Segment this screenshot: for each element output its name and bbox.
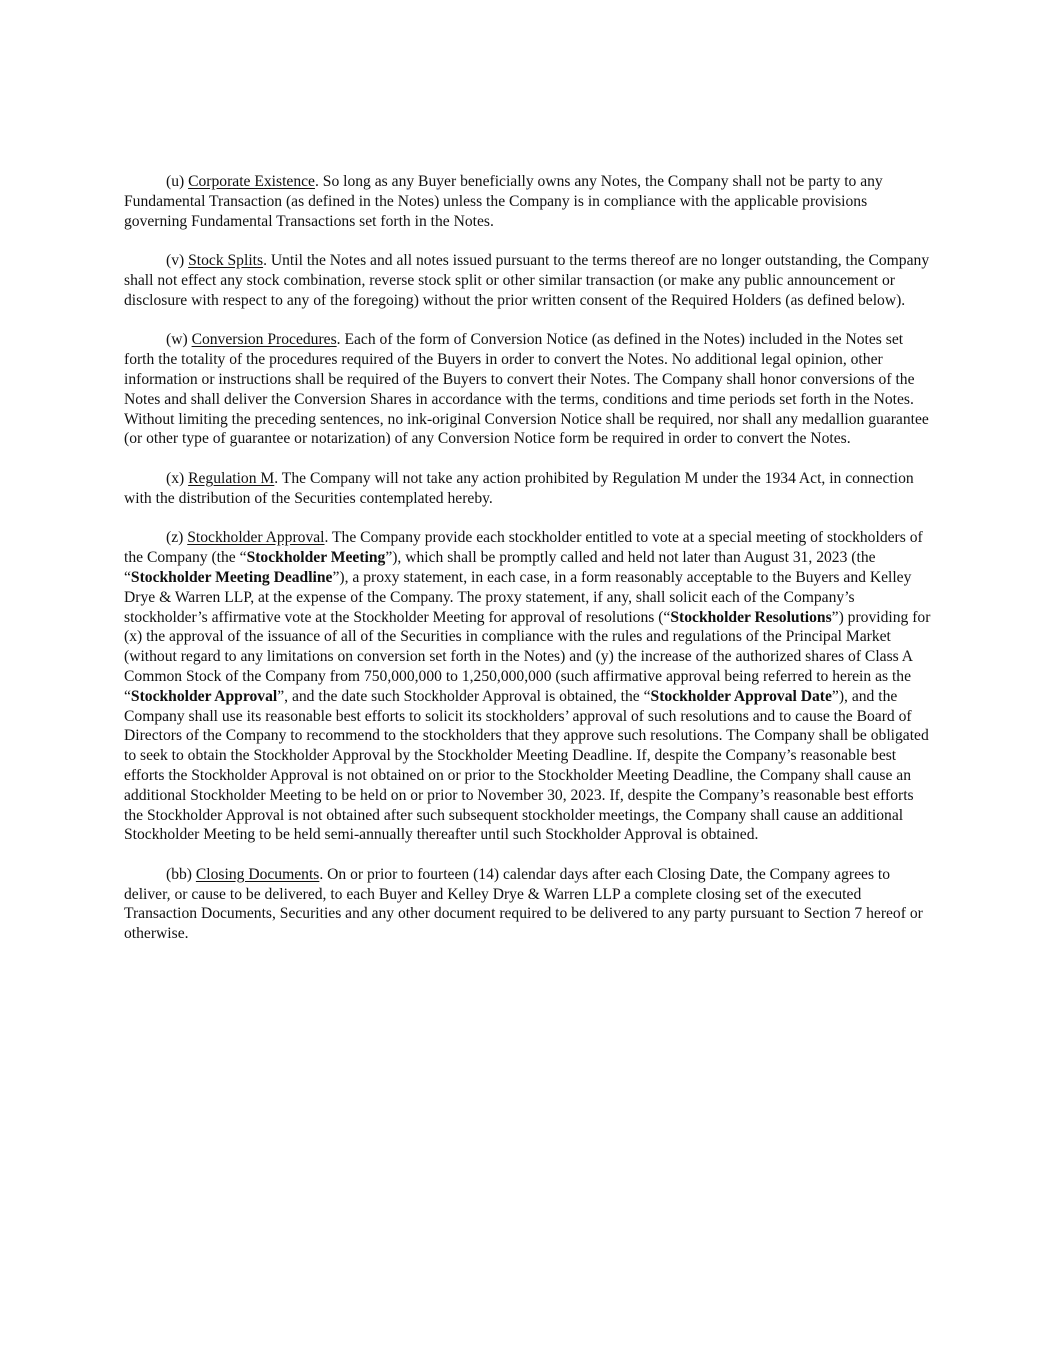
section-w — [124, 330, 932, 449]
defined-term: Stockholder Resolutions — [670, 608, 832, 626]
section-label: (z) — [166, 529, 184, 547]
section-body: . So long as any Buyer beneficially owns any Notes, the Company shall not be party to any Fundamental Transaction (as defined in the Notes) unless the Company is in compliance with the applicable provisions governing Fundamental Transactions set forth in the Notes. — [124, 173, 883, 230]
section-body: . On or prior to fourteen (14) calendar days after each Closing Date, the Company agrees to deliver, or cause to be delivered, to each Buyer and Kelley Drye & Warren LLP a complete closing set of the executed Transaction Documents, Securities and any other document required to be delivered to any party pursuant to Section 7 hereof or otherwise. — [124, 865, 923, 943]
section-title: Regulation M — [188, 469, 275, 487]
defined-term: Stockholder Approval — [130, 687, 278, 705]
defined-term: Stockholder Meeting — [246, 549, 386, 567]
section-u — [124, 172, 932, 231]
defined-term: Stockholder Approval Date — [650, 687, 832, 705]
section-title: Corporate Existence — [188, 173, 315, 190]
section-label: (u) — [166, 173, 185, 190]
section-title: Closing Documents — [195, 865, 320, 883]
section-body: . Each of the form of Conversion Notice (as defined in the Notes) included in the Notes set forth the totality of the procedures required of the Buyers in order to convert the Notes. No additional legal opinion, other information or instructions shall be required of the Buyers to convert their Notes. The Company shall honor conversions of the Notes and shall deliver the Conversion Shares in accordance with the terms, conditions and time periods set forth in the Notes. Without limiting the preceding sentences, no ink-original Conversion Notice shall be required, nor shall any medallion guarantee (or other type of guarantee or notarization) of any Conversion Notice form be required in order to convert the Notes. — [124, 331, 929, 448]
section-body-text: ”) providing for (x) the approval of the issuance of all of the Securities in compliance with the rules and regulations of the Principal Market (without regard to any limitations on conversion set forth in the Notes) and (y) the increase of the authorized shares of Class A Common Stock of the Company from 750,000,000 to 1,250,000,000 (such affirmative approval being referred to herein as the “ — [124, 608, 931, 705]
section-title: Stock Splits — [188, 252, 264, 270]
document-page — [124, 172, 932, 964]
defined-term: Stockholder Meeting Deadline — [130, 568, 333, 586]
section-label: (x) — [166, 469, 185, 487]
section-title: Conversion Procedures — [191, 331, 337, 349]
section-body-text: ”, and the date such Stockholder Approval is obtained, the “ — [277, 687, 651, 705]
section-body-text: ”), a proxy statement, in each case, in a form reasonably acceptable to the Buyers and Kelley Drye & Warren LLP, at the expense of the Company. The proxy statement, if any, shall solicit each of the Company’s stockholder’s affirmative vote at the Stockholder Meeting for approval of resolutions (“ — [124, 568, 912, 626]
section-z — [124, 528, 932, 845]
section-x — [124, 469, 932, 509]
section-body: . Until the Notes and all notes issued pursuant to the terms thereof are no longer outstanding, the Company shall not effect any stock combination, reverse stock split or other similar transaction (or make any public announcement or disclosure with respect to any of the foregoing) without the prior written consent of the Required Holders (as defined below). — [124, 252, 930, 309]
section-body: . The Company will not take any action prohibited by Regulation M under the 1934 Act, in connection with the distribution of the Securities contemplated hereby. — [124, 469, 914, 507]
section-v — [124, 251, 932, 310]
section-body-text: . The Company provide each stockholder entitled to vote at a special meeting of stockholders of the Company (the “ — [124, 529, 923, 567]
section-body-text: ”), which shall be promptly called and held not later than August 31, 2023 (the “ — [124, 549, 876, 586]
section-label: (v) — [166, 252, 185, 270]
section-label: (bb) — [166, 865, 192, 883]
section-label: (w) — [166, 331, 188, 349]
section-body-text: ”), and the Company shall use its reasonable best efforts to solicit its stockholders’ approval of such resolutions and to cause the Board of Directors of the Company to recommend to the stockholders that they approve such resolutions. The Company shall be obligated to seek to obtain the Stockholder Approval by the Stockholder Meeting Deadline. If, despite the Company’s reasonable best efforts the Stockholder Approval is not obtained on or prior to the Stockholder Meeting Deadline, the Company shall cause an additional Stockholder Meeting to be held on or prior to November 30, 2023. If, despite the Company’s reasonable best efforts the Stockholder Approval is not obtained after such subsequent stockholder meetings, the Company shall cause an additional Stockholder Meeting to be held semi-annually thereafter until such Stockholder Approval is obtained. — [124, 687, 929, 844]
section-title: Stockholder Approval — [187, 529, 325, 547]
section-bb — [124, 865, 932, 944]
